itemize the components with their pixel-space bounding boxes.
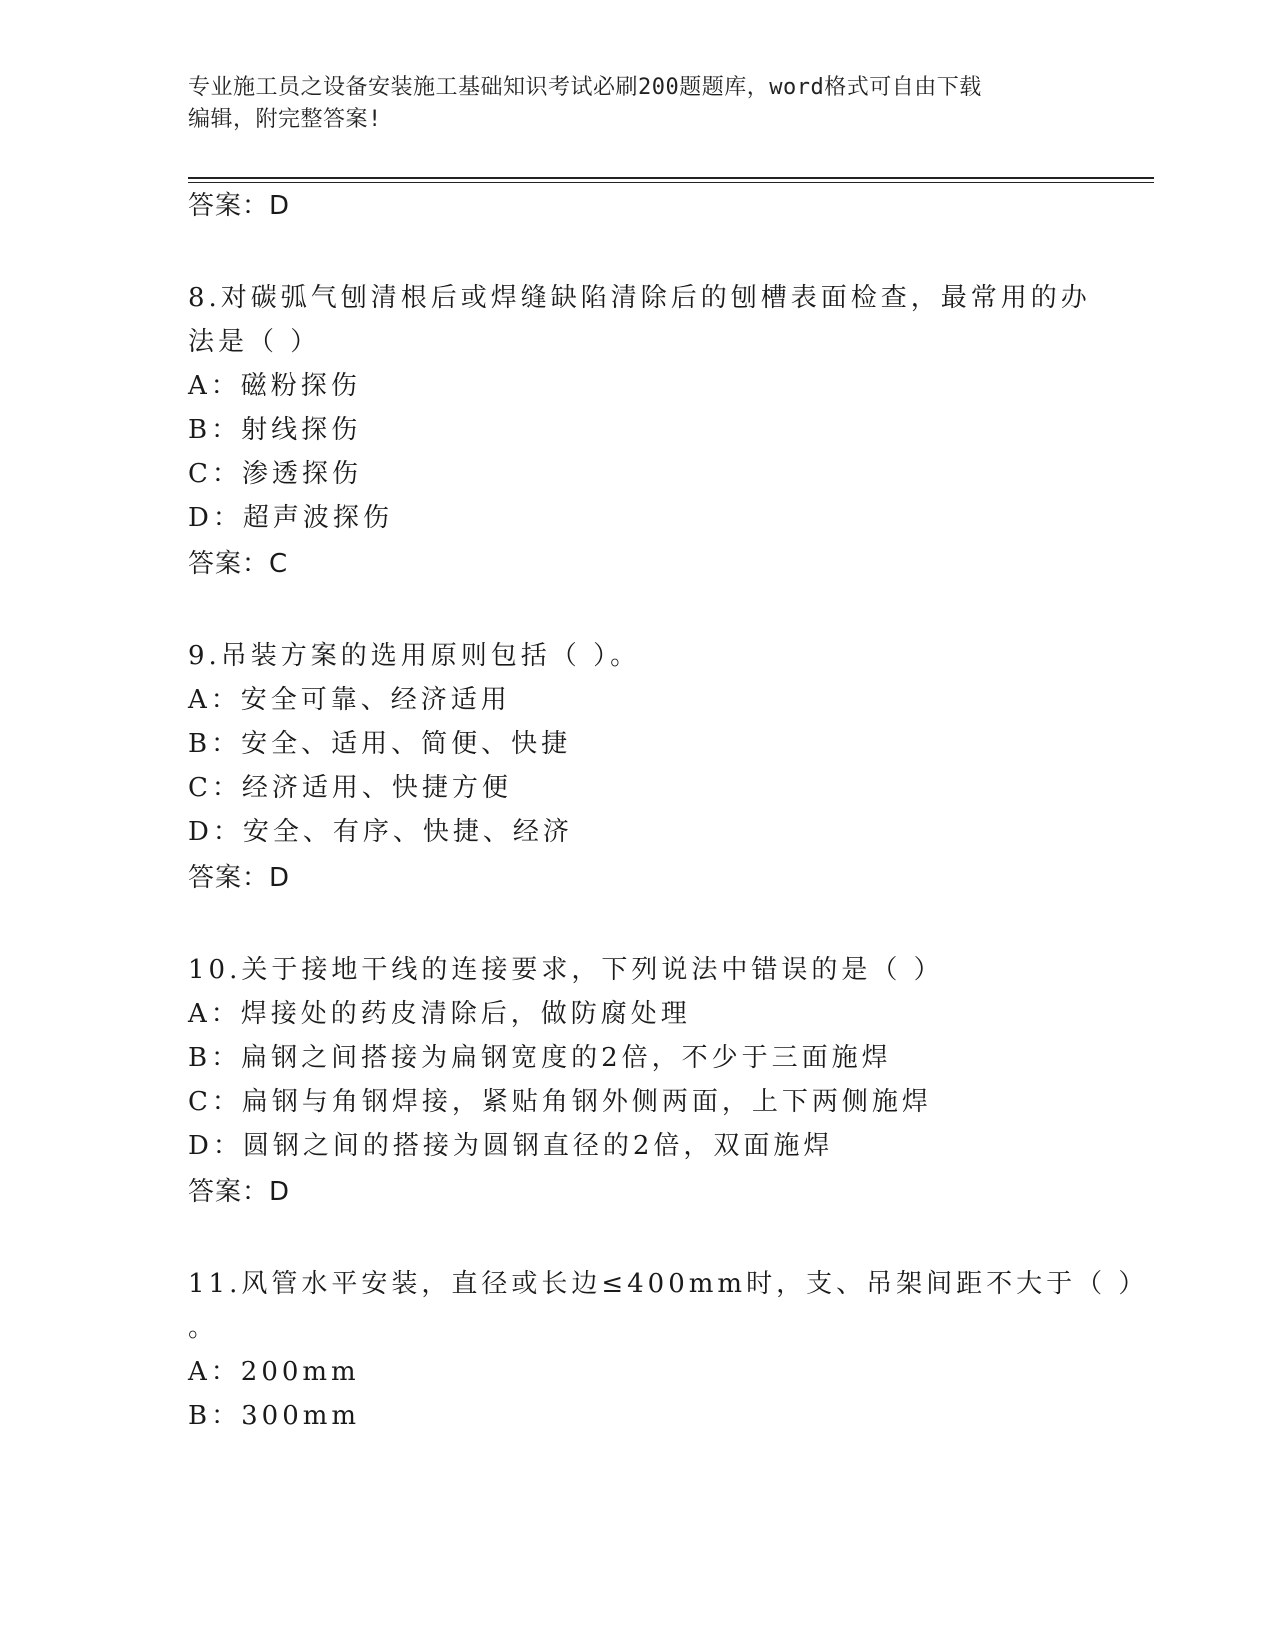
question-8-option-a: A：磁粉探伤 [188, 371, 361, 401]
question-10-option-a: A：焊接处的药皮清除后，做防腐处理 [188, 999, 691, 1029]
question-11-stem-line-1: 11.风管水平安装，直径或长边≤400mm时，支、吊架间距不大于（ ） [188, 1269, 1149, 1299]
question-11-option-a: A：200mm [188, 1357, 360, 1387]
header-line-1: 专业施工员之设备安装施工基础知识考试必刷200题题库，word格式可自由下载 [188, 75, 982, 100]
header-line-2: 编辑，附完整答案! [188, 107, 382, 132]
question-9-answer: 答案：D [188, 863, 291, 893]
question-10-option-b: B：扁钢之间搭接为扁钢宽度的2倍，不少于三面施焊 [188, 1043, 892, 1073]
question-9-option-b: B：安全、适用、简便、快捷 [188, 729, 572, 759]
question-8-stem-line-1: 8.对碳弧气刨清根后或焊缝缺陷清除后的刨槽表面检查，最常用的办 [188, 283, 1091, 313]
question-8-option-c: C：渗透探伤 [188, 459, 362, 489]
header-divider-thick [188, 177, 1154, 179]
question-9-option-d: D：安全、有序、快捷、经济 [188, 817, 573, 847]
question-11-stem-line-2: 。 [188, 1313, 219, 1343]
question-9-stem-line-1: 9.吊装方案的选用原则包括（ ）。 [188, 641, 641, 671]
question-9-option-a: A：安全可靠、经济适用 [188, 685, 511, 715]
question-8-answer: 答案：C [188, 549, 289, 579]
question-8-stem-line-2: 法是（ ） [188, 327, 321, 357]
question-8-option-b: B：射线探伤 [188, 415, 362, 445]
question-8-option-d: D：超声波探伤 [188, 503, 393, 533]
question-10-option-d: D：圆钢之间的搭接为圆钢直径的2倍，双面施焊 [188, 1131, 834, 1161]
question-10-option-c: C：扁钢与角钢焊接，紧贴角钢外侧两面，上下两侧施焊 [188, 1087, 932, 1117]
document-header [188, 72, 1088, 136]
question-10-answer: 答案：D [188, 1177, 291, 1207]
question-9-option-c: C：经济适用、快捷方便 [188, 773, 512, 803]
question-10-stem-line-1: 10.关于接地干线的连接要求，下列说法中错误的是（ ） [188, 955, 944, 985]
header-divider-thin [188, 182, 1154, 183]
question-11-option-b: B：300mm [188, 1401, 361, 1431]
previous-answer: 答案：D [188, 191, 291, 221]
